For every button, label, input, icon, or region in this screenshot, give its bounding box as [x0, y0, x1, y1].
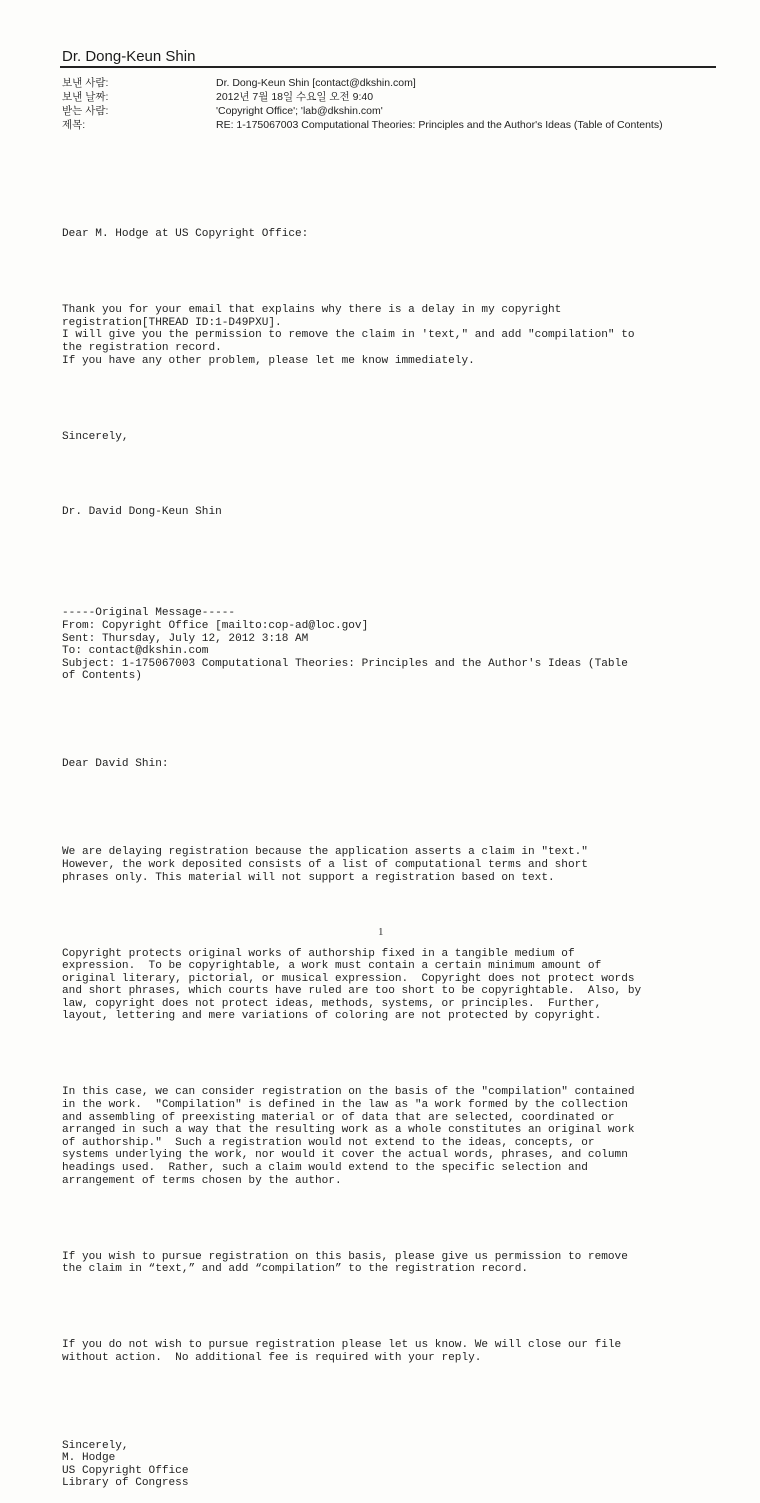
reply-signature: Dr. David Dong-Keun Shin	[62, 506, 222, 519]
header-divider	[60, 66, 716, 68]
email-body	[62, 203, 722, 1503]
meta-value: 2012년 7월 18일 수요일 오전 9:40	[216, 91, 374, 103]
original-paragraph: Copyright protects original works of authorship fixed in a tangible medium of expression. To be copyrightable, a work must contain a certain minimum amount of original literary, pictorial, or musical expression. Copyright does not protect words and short phrases, which courts have ruled are too short to be copyrightable. Also, by law, copyright does not protect ideas, methods, systems, or principles. Further, layout, lettering and mere variations of coloring are not protected by copyright.	[62, 947, 642, 1023]
meta-label: 보낸 날짜:	[62, 91, 109, 103]
original-paragraph: In this case, we can consider registration on the basis of the "compilation" contained in the work. "Compilation" is defined in the law as "a work formed by the collection and assembling of preexisting material or of data that are selected, coordinated or arranged in such a way that the resulting work as a whole constitutes an original work of authorship." Such a registration would not extend to the ideas, concepts, or systems underlying the work, nor would it cover the actual words, phrases, and column headings used. Rather, such a claim would extend to the specific selection and arrangement of terms chosen by the author.	[62, 1086, 635, 1187]
reply-paragraph: Thank you for your email that explains why there is a delay in my copyright registration[THREAD ID:1-D49PXU]. I will give you the permission to remove the claim in 'text," and add "compilation" to the registration record. If you have any other problem, please let me know immediately.	[62, 304, 635, 367]
email-meta	[62, 76, 702, 132]
original-greeting: Dear David Shin:	[62, 758, 169, 771]
meta-label: 제목:	[62, 119, 86, 131]
page-number: 1	[378, 926, 384, 938]
meta-value: RE: 1-175067003 Computational Theories: Principles and the Author's Ideas (Table of Contents)	[216, 119, 663, 131]
original-paragraph: If you do not wish to pursue registration please let us know. We will close our file without action. No additional fee is required with your reply.	[62, 1339, 622, 1364]
reply-greeting: Dear M. Hodge at US Copyright Office:	[62, 228, 309, 241]
meta-value: Dr. Dong-Keun Shin [contact@dkshin.com]	[216, 77, 416, 89]
original-signature: Sincerely, M. Hodge US Copyright Office Library of Congress	[62, 1439, 189, 1490]
meta-row-subject	[62, 118, 702, 132]
sender-name-heading: Dr. Dong-Keun Shin	[62, 48, 196, 65]
meta-row-to	[62, 104, 702, 118]
meta-label: 받는 사람:	[62, 105, 109, 117]
meta-row-from	[62, 76, 702, 90]
meta-row-sent	[62, 90, 702, 104]
meta-value: 'Copyright Office'; 'lab@dkshin.com'	[216, 105, 383, 117]
original-paragraph: If you wish to pursue registration on this basis, please give us permission to remove the claim in “text,” and add “compilation” to the registration record.	[62, 1250, 628, 1276]
original-paragraph: We are delaying registration because the application asserts a claim in "text." However, the work deposited consists of a list of computational terms and short phrases only. This material will not support a registration based on text.	[62, 846, 588, 884]
original-message-header: -----Original Message----- From: Copyright Office [mailto:cop-ad@loc.gov] Sent: Thursday, July 12, 2012 3:18 AM To: contact@dkshin.com Subject: 1-175067003 Computational Theories: Principles and the Author's Ideas (Table of Contents)	[62, 607, 628, 683]
reply-closing: Sincerely,	[62, 430, 129, 443]
meta-label: 보낸 사람:	[62, 77, 109, 89]
